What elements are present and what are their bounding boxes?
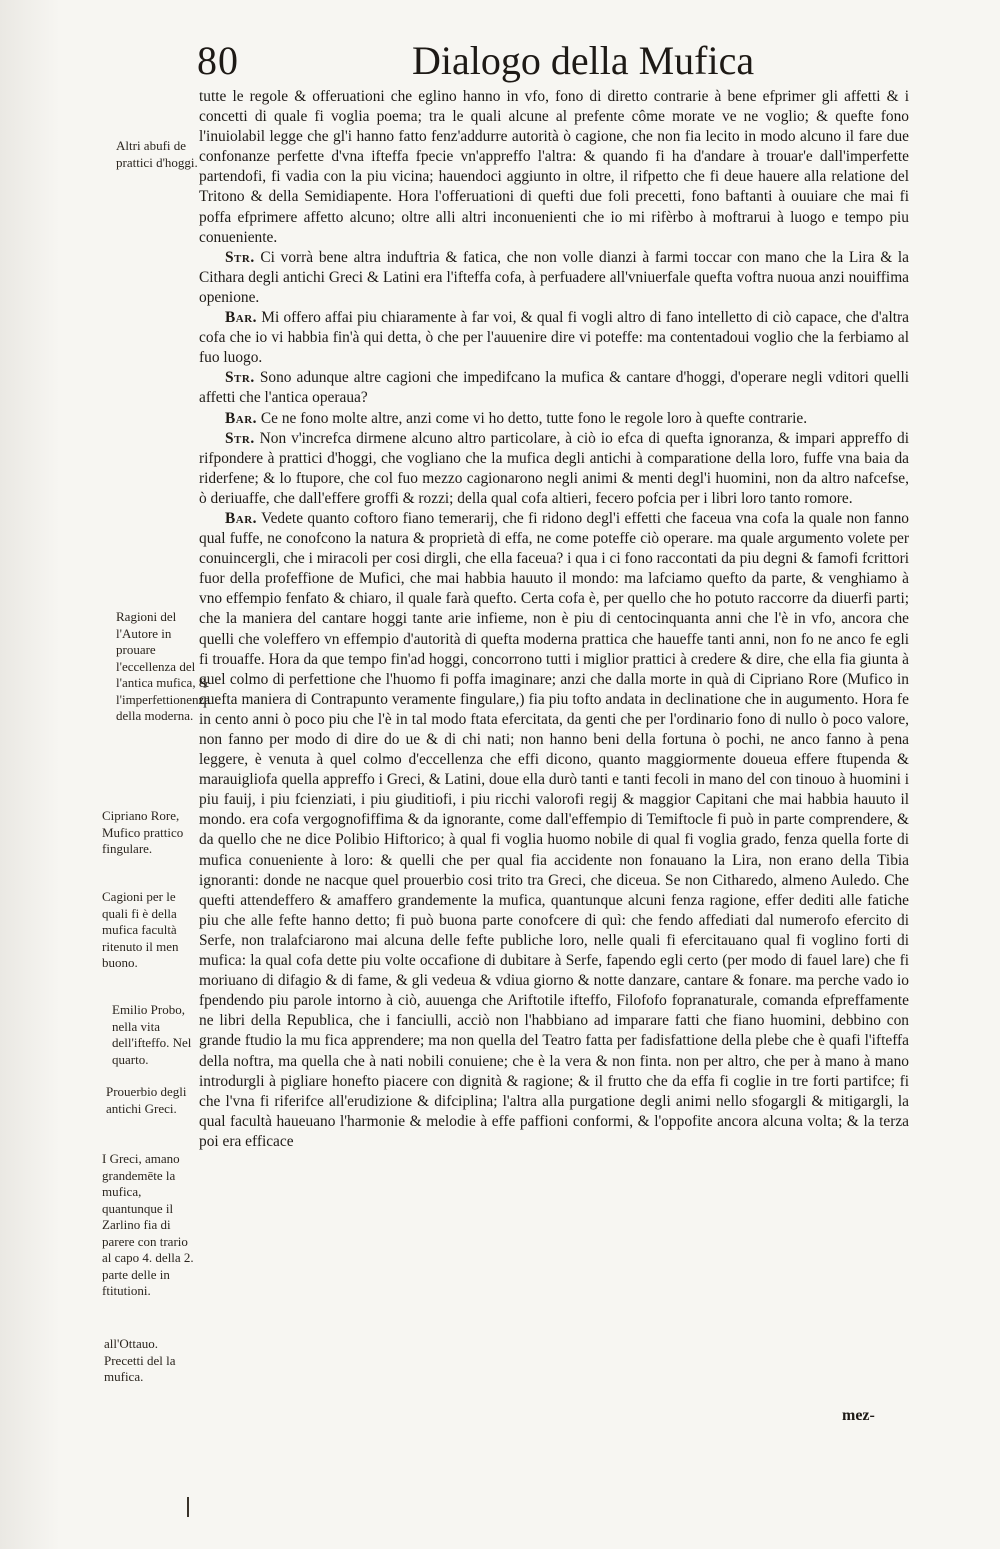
margin-notes (0, 0, 211, 1549)
paragraph-text: Mi offero affai piu chiaramente à far voi, & qual fi vogli altro di fano intelletto di ciò capace, che d'altra cofa che io vi habbia fin'à qui detta, ò che per l'auuenire dire vi poteffe: ma contentadoui voglio che la ferbiamo al fuo luogo. (199, 309, 909, 367)
paragraph (199, 248, 909, 308)
paragraph (199, 409, 909, 429)
paragraph (199, 368, 909, 408)
paragraph-text: Ci vorrà bene altra induftria & fatica, che non volle dianzi à farmi toccar con mano che la Lira & la Cithara degli antichi Greci & Latini era l'ifteffa cofa, à perfuadere all'vniuerfale quefta voftra nuoua anzi nouiffima openione. (199, 248, 909, 306)
paragraph-text: tutte le regole & offeruationi che eglino hanno in vfo, fono di diretto contrarie à bene efprimer gli affetti & i concetti di quale fi voglia poema; tra le quali alcune al prefente côme morate ve ne voglio; & quefte fono l'inuiolabil legge che gl'i hanno fatto fenz'addurre autorità ò cagione, che non fia lecito in modo alcuno il fare due confonanze perfette d'vna ifteffa fpecie vn'appreffo l'altra: & quando fi ha d'andare à trouar'e dall'imperfette partendofi, fi vadia con la piu vicina; hauendoci aggiunto in oltre, il rifpetto che fi deue hauere alla relatione del Tritono & della Semidiapente. Hora l'offeruationi di quefti due foli precetti, fono baftanti à ouuiare che mai fi poffa efprimere affetto alcuno; oltre alli altri inconuenienti che io mi rifèrbo à moftrarui à luogo e tempo piu conueniente. (199, 88, 909, 246)
running-title: Dialogo della Mufica (412, 38, 755, 83)
margin-note: Cipriano Rore, Mufico prattico fingulare. (102, 808, 184, 856)
margin-note: Prouerbio degli antichi Greci. (106, 1084, 187, 1116)
margin-note: Cagioni per le quali fi è della mufica facultà ritenuto il men buono. (102, 889, 179, 970)
paragraph (199, 87, 909, 248)
paragraph (199, 429, 909, 509)
speaker-label: Bar. (225, 409, 258, 427)
speaker-label: Str. (225, 369, 255, 387)
margin-note: Emilio Probo, nella vita dell'ifteffo. Nel quarto. (112, 1002, 192, 1067)
paragraph-text: Sono adunque altre cagioni che impedifcano la mufica & cantare d'hoggi, d'operare negli vditori quelli affetti che l'antica operaua? (199, 369, 909, 407)
paragraph-text: Non v'increfca dirmene alcuno altro particolare, à ciò io efca di quefta ignoranza, & impari appreffo di rifpondere à prattici d'hoggi, che vogliano che la mufica degli antichi à comparatione della loro, fuffe vna baia da riderfene; & lo ftupore, che col fuo mezzo cagionarono negli animi & menti degl'i huomini, non da altro nafcefse, ò deriuaffe, che dall'effere groffi & rozzi; della qual cofa altieri, fecero pofcia per i libri loro tanto romore. (199, 429, 909, 507)
margin-note: Altri abufi de prattici d'hoggi. (116, 138, 198, 170)
margin-note: all'Ottauo. Precetti del la mufica. (104, 1336, 176, 1384)
paragraph (199, 308, 909, 368)
page-number: 80 (197, 38, 239, 83)
speaker-label: Str. (225, 248, 255, 266)
speaker-label: Bar. (225, 509, 258, 527)
paragraph (199, 509, 909, 1152)
catchword: mez- (842, 1407, 875, 1424)
paragraph-text: Vedete quanto coftoro fiano temerarij, che fi ridono degl'i effetti che faceua vna cofa la quale non fanno qual fuffe, ne conofcono la natura & proprietà di effa, ne come poteffe ciò operare. ma quale argumento volete per conuincergli, che i miracoli per cosi dirgli, che ella faceua? i qua i ci fono raccontati da piu degni & famofi fcrittori fuor della profeffione de Mufici, che mai habbia hauuto il mondo: ma lafciamo quefto da parte, & venghiamo à vno effempio fenfato & chiaro, il quale farà quefto. Certa cofa è, per quello che ho potuto raccorre da diuerfi parti; che la maniera del cantare hoggi tante arie infieme, non è piu di centocinquanta anni che l'è in vfo, ancora che quelli che voleffero vn effempio d'autorità di quefta moderna prattica che haueffe tanti anni, non fo ne anco fe egli fi trouaffe. Hora da que tempo fin'ad hoggi, concorrono tutti i miglior prattici à credere & dire, che ella fia giunta à quel colmo di perfettione che l'huomo fi poffa imaginare; anzi che dalla morte in quà di Cipriano Rore (Mufico in quefta maniera di Contrapunto veramente fingulare,) fia piu tofto andata in declinatione che in augumento. Hora fe in cento anni ò poco piu che l'è in tal modo ftata efercitata, da genti che per l'ordinario fono di nullo ò poco valore, non fanno per modo di dire do ue & di chi nati; non hanno beni della fortuna ò pochi, ne anco fanno à pena leggere, è venuta à quel colmo d'eccellenza che effi dicono, quanto maggiormente doueua effere ftupenda & marauigliofa quella appreffo i Greci, & Latini, doue ella durò tanti e tanti fecoli in mano del con tinouo à huomini i piu fauij, i piu fcienziati, i piu giuditiofi, i piu ricchi valorofi regij & maggior Capitani che mai habbia hauuto il mondo. era cofa vergognofiffima & da ignorante, come dall'effempio di Temiftocle fi può in parte comprendere, & da quello che ne dice Polibio Hiftorico; à qual fi voglia huomo nobile di qual fi voglia grado, fenza quella forte di mufica conueniente à loro: & quelli che per qual fia accidente non fonauano la Lira, non erano della Tibia ignoranti: donde ne nacque quel prouerbio cosi trito tra Greci, che diceua. Se non Citharedo, almeno Auledo. Che quefti attendeffero & amaffero grandemente la mufica, quantunque alcuni fenza ragione, effer dediti alle fatiche piu che alle fefte hanno detto; fi può buona parte conofcere di quì: che fendo affediati dal numerofo efercito di Serfe, non tralafciarono mai alcuna delle fefte publiche loro, nelle quali fi efercitauano qual fi voglino forti di mufica: la qual cofa dette piu volte occafione di dubitare à Serfe, fapendo egli certo (per modo di fauel lare) che fi moriuano di difagio & di fame, & gli vedeua & vdiua giorno & notte danzare, cantare & fonare. ma perche vado io fpendendo piu parole intorno à ciò, auuenga che Ariftotile ifteffo, Filofofo fopranaturale, comanda efpreffamente ne libri della Republica, che i fanciulli, acciò non l'habbiano ad imparare fatti che fiano huomini, debbino con grande ftudio la mu fica apprendere; ma non quella del Teatro fatta per fadisfattione della plebe che è quafi l'ifteffa della noftra, ma quella che à nati nobili conuiene; che è la vera & non finta. non per altro, che per à mano à mano introdurgli à pigliare honefto piacere con dignità & ragione; & il frutto che da effa fi coglie in tre forti partifce; fi che l'vna fi riferifce all'erudizione & difciplina; l'altra alla purgatione degli animi nello sfogargli & mitigargli, la qual facultà haueuano l'harmonie & melodie à effe paffioni conformi, & l'oppofite ancora alcuna volta; & la terza poi era efficace (199, 509, 909, 1150)
edge-mark (187, 1497, 189, 1517)
speaker-label: Str. (225, 429, 255, 447)
speaker-label: Bar. (225, 309, 258, 327)
paragraph-text: Ce ne fono molte altre, anzi come vi ho detto, tutte fono le regole loro à quefte contrarie. (260, 409, 808, 427)
margin-note: Ragioni del l'Autore in prouare l'eccellenza del l'antica mufica, & l'imperfettionenza della moderna. (116, 609, 211, 723)
margin-note: I Greci, amano grandemēte la mufica, quantunque il Zarlino fia di parere con trario al capo 4. della 2. parte delle in ftitutioni. (102, 1151, 194, 1298)
main-text-block (199, 87, 909, 1152)
